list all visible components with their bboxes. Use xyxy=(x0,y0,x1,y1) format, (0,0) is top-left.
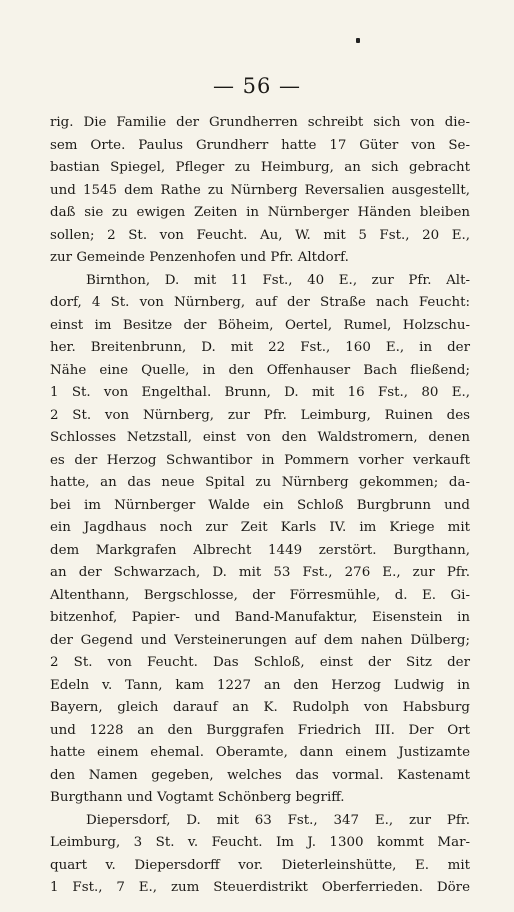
text-line: 1 St. von Engelthal. Brunn, D. mit 16 Fst., 80 E., xyxy=(50,385,470,400)
text-line: Altenthann, Bergschlosse, der Förresmühle, d. E. Gi- xyxy=(50,587,470,603)
text-line: hatte, an das neue Spital zu Nürnberg gekommen; da- xyxy=(50,475,470,490)
text-line: der Gegend und Versteinerungen auf dem nahen Dülberg; xyxy=(50,632,470,648)
text-line: Nähe eine Quelle, in den Offenhauser Bach fließend; xyxy=(50,362,470,378)
text-line: und 1228 an den Burggrafen Friedrich III. Der Ort xyxy=(50,722,470,738)
text-line: bei im Nürnberger Walde ein Schloß Burgbrunn und xyxy=(50,497,470,513)
text-line: an der Schwarzach, D. mit 53 Fst., 276 E., zur Pfr. xyxy=(50,565,470,580)
text-line: dem Markgrafen Albrecht 1449 zerstört. Burgthann, xyxy=(50,542,470,558)
text-line: Birnthon, D. mit 11 Fst., 40 E., zur Pfr. Alt- xyxy=(86,272,470,288)
text-line: den Namen gegeben, welches das vormal. Kastenamt xyxy=(50,767,470,783)
text-line: Leimburg, 3 St. v. Feucht. Im J. 1300 kommt Mar- xyxy=(50,835,470,850)
text-line: Edeln v. Tann, kam 1227 an den Herzog Ludwig in xyxy=(50,677,470,693)
text-line: bastian Spiegel, Pfleger zu Heimburg, an sich gebracht xyxy=(50,160,470,175)
text-line: dorf, 4 St. von Nürnberg, auf der Straße nach Feucht: xyxy=(50,295,470,310)
text-line: einst im Besitze der Böheim, Oertel, Rumel, Holzschu- xyxy=(50,317,470,333)
text-line: bitzenhof, Papier- und Band-Manufaktur, Eisenstein in xyxy=(50,610,470,625)
text-line: sem Orte. Paulus Grundherr hatte 17 Güter von Se- xyxy=(50,137,470,153)
body-text xyxy=(50,112,470,900)
text-line: es der Herzog Schwantibor in Pommern vorher verkauft xyxy=(50,452,470,468)
ink-speck xyxy=(356,38,360,43)
text-line: ein Jagdhaus noch zur Zeit Karls IV. im Kriege mit xyxy=(50,520,470,535)
text-line: rig. Die Familie der Grundherren schreibt sich von die- xyxy=(50,115,470,130)
page-number: — 56 — xyxy=(212,74,302,98)
text-line: Schlosses Netzstall, einst von den Waldstromern, denen xyxy=(50,430,470,445)
text-line: quart v. Diepersdorff vor. Dieterleinshütte, E. mit xyxy=(50,857,470,873)
text-line: her. Breitenbrunn, D. mit 22 Fst., 160 E., in der xyxy=(50,340,470,355)
text-line: zur Gemeinde Penzenhofen und Pfr. Altdorf. xyxy=(50,250,349,265)
text-line: Bayern, gleich darauf an K. Rudolph von Habsburg xyxy=(50,700,470,715)
text-line: Diepersdorf, D. mit 63 Fst., 347 E., zur Pfr. xyxy=(86,812,470,828)
text-line: hatte einem ehemal. Oberamte, dann einem Justizamte xyxy=(50,745,470,760)
text-line: Burgthann und Vogtamt Schönberg begriff. xyxy=(50,790,345,805)
text-line: 1 Fst., 7 E., zum Steuerdistrikt Oberferrieden. Döre xyxy=(50,880,470,895)
text-line: 2 St. von Feucht. Das Schloß, einst der Sitz der xyxy=(50,655,470,670)
text-line: sollen; 2 St. von Feucht. Au, W. mit 5 Fst., 20 E., xyxy=(50,227,470,243)
text-line: daß sie zu ewigen Zeiten in Nürnberger Händen bleiben xyxy=(50,205,470,220)
text-line: 2 St. von Nürnberg, zur Pfr. Leimburg, Ruinen des xyxy=(50,407,470,423)
text-line: und 1545 dem Rathe zu Nürnberg Reversalien ausgestellt, xyxy=(50,182,470,198)
